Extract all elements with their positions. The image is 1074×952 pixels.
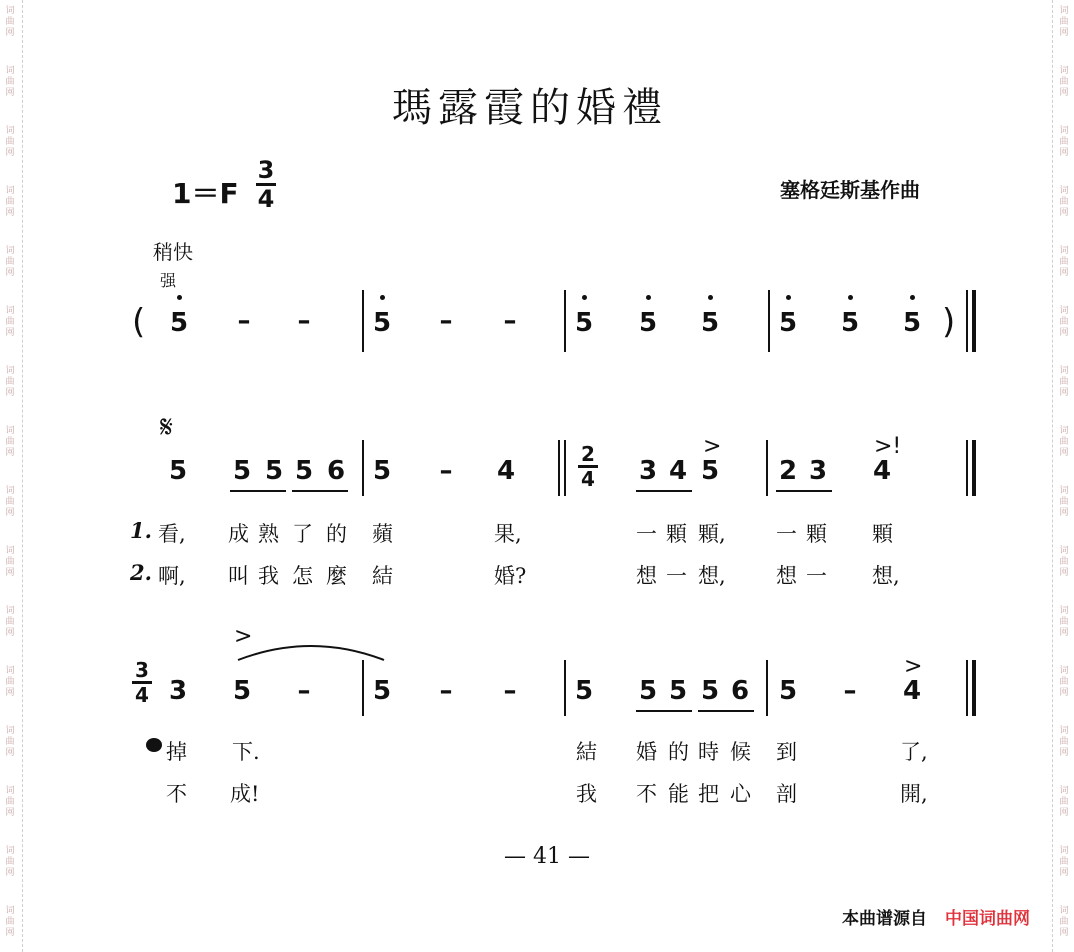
note: 5	[169, 308, 189, 338]
note: 5	[700, 676, 720, 706]
final-bar-thin	[966, 440, 968, 496]
note: 5	[778, 308, 798, 338]
watermark-text: 词 曲 网	[5, 906, 15, 938]
bar-line	[564, 660, 566, 716]
dash: –	[439, 676, 453, 706]
high-octave-dot	[708, 295, 713, 300]
watermark-text: 词 曲 网	[5, 546, 15, 578]
source-attribution	[842, 904, 1030, 929]
note: 5	[638, 676, 658, 706]
eighth-beam	[776, 490, 832, 492]
dash: –	[439, 456, 453, 486]
verse-number: 1.	[130, 518, 152, 543]
lyric: 叫	[228, 564, 249, 588]
watermark-text: 词 曲 网	[1059, 906, 1069, 938]
final-bar-thick	[972, 440, 976, 496]
page-number: — 41 —	[504, 844, 590, 869]
watermark-text: 词 曲 网	[5, 306, 15, 338]
note: 5	[372, 456, 392, 486]
note: 3	[168, 676, 188, 706]
lyric: 麼	[326, 564, 347, 588]
final-bar-thin	[966, 660, 968, 716]
lyric: 我	[258, 564, 279, 588]
intro-open-paren: (	[132, 302, 146, 342]
lyric: 結	[576, 740, 597, 764]
watermark-text: 词 曲 网	[5, 846, 15, 878]
eighth-beam	[636, 710, 692, 712]
watermark-text: 词 曲 网	[5, 366, 15, 398]
lyric: 想,	[698, 564, 726, 588]
lyric: 一	[636, 522, 657, 546]
dash: –	[297, 676, 311, 706]
eighth-beam	[636, 490, 692, 492]
lyric: 想	[776, 564, 797, 588]
watermark-text: 词 曲 网	[5, 6, 15, 38]
bar-line	[362, 440, 364, 496]
lyric: 到	[776, 740, 797, 764]
lyric: 看,	[158, 522, 186, 546]
watermark-text: 词 曲 网	[5, 606, 15, 638]
lyric: 熟	[258, 522, 279, 546]
lyric: 顆	[872, 522, 893, 546]
note: 5	[574, 676, 594, 706]
note: 6	[730, 676, 750, 706]
note: 3	[808, 456, 828, 486]
high-octave-dot	[848, 295, 853, 300]
watermark-text: 词 曲 网	[1059, 246, 1069, 278]
lyric: 結	[372, 564, 393, 588]
watermark-text: 词 曲 网	[1059, 6, 1069, 38]
source-site-link[interactable]: 中国词曲网	[945, 909, 1030, 929]
watermark-text: 词 曲 网	[1059, 186, 1069, 218]
final-bar-thick	[972, 290, 976, 352]
watermark-text: 词 曲 网	[5, 426, 15, 458]
lyric: 啊,	[158, 564, 186, 588]
dash: –	[237, 306, 251, 336]
eighth-beam	[698, 710, 754, 712]
bar-line	[766, 440, 768, 496]
time-signature-top: 3	[257, 156, 275, 184]
lyric: 蘋	[372, 522, 393, 546]
note: 2	[778, 456, 798, 486]
bar-line	[564, 440, 566, 496]
bar-line	[362, 290, 364, 352]
lyric: 怎	[292, 564, 313, 588]
watermark-text: 词 曲 网	[1059, 366, 1069, 398]
lyric: 的	[326, 522, 347, 546]
lyric: 了,	[900, 740, 928, 764]
watermark-text: 词 曲 网	[1059, 546, 1069, 578]
lyric: 婚	[636, 740, 657, 764]
intro-close-paren: )	[942, 302, 956, 342]
watermark-text: 词 曲 网	[5, 246, 15, 278]
lyric: 的	[668, 740, 689, 764]
watermark-text: 词 曲 网	[5, 66, 15, 98]
note: 4	[872, 456, 892, 486]
watermark-text: 词 曲 网	[1059, 66, 1069, 98]
lyric: 一	[806, 564, 827, 588]
high-octave-dot	[786, 295, 791, 300]
lyric: 候	[730, 740, 751, 764]
high-octave-dot	[646, 295, 651, 300]
time-signature-bottom: 4	[257, 185, 275, 213]
lyric: 顆	[666, 522, 687, 546]
note: 4	[902, 676, 922, 706]
bar-line	[766, 660, 768, 716]
lyric: 時	[698, 740, 719, 764]
eighth-beam	[292, 490, 348, 492]
note: 6	[326, 456, 346, 486]
lyric: 婚?	[494, 564, 527, 588]
watermark-text: 词 曲 网	[1059, 486, 1069, 518]
bar-line	[362, 660, 364, 716]
time-change-3-4	[132, 660, 152, 705]
note: 5	[372, 308, 392, 338]
lyric: 顆,	[698, 522, 726, 546]
lyric: 開,	[900, 782, 928, 806]
accent-mark: >	[703, 434, 722, 459]
watermark-text: 词 曲 网	[5, 486, 15, 518]
note: 5	[264, 456, 284, 486]
dash: –	[503, 676, 517, 706]
ink-blot	[146, 738, 162, 752]
lyric: 能	[668, 782, 689, 806]
lyric: 把	[698, 782, 719, 806]
lyric: 剖	[776, 782, 797, 806]
note: 5	[778, 676, 798, 706]
note: 5	[840, 308, 860, 338]
lyric: 下.	[232, 740, 260, 764]
note: 5	[294, 456, 314, 486]
song-title: 瑪露霞的婚禮	[392, 85, 668, 131]
composer-credit: 塞格廷斯基作曲	[780, 178, 920, 202]
dash: –	[843, 676, 857, 706]
note: 3	[638, 456, 658, 486]
accent-mark: >	[234, 624, 253, 649]
time-signature	[256, 158, 276, 211]
bar-line	[768, 290, 770, 352]
dash: –	[297, 306, 311, 336]
high-octave-dot	[582, 295, 587, 300]
time-change-bottom: 4	[135, 683, 149, 707]
final-bar-thin	[966, 290, 968, 352]
watermark-text: 词 曲 网	[5, 726, 15, 758]
time-change-top: 2	[581, 442, 595, 466]
bar-line	[564, 290, 566, 352]
lyric: 掉	[166, 740, 187, 764]
note: 5	[638, 308, 658, 338]
watermark-text: 词 曲 网	[1059, 786, 1069, 818]
time-change-top: 3	[135, 658, 149, 682]
watermark-text: 词 曲 网	[1059, 126, 1069, 158]
final-bar-thick	[972, 660, 976, 716]
note: 4	[668, 456, 688, 486]
segno-sign: 𝄋	[160, 410, 173, 445]
watermark-text: 词 曲 网	[1059, 606, 1069, 638]
high-octave-dot	[177, 295, 182, 300]
high-octave-dot	[910, 295, 915, 300]
watermark-text: 词 曲 网	[1059, 726, 1069, 758]
verse-number: 2.	[130, 560, 152, 585]
watermark-text: 词 曲 网	[1059, 846, 1069, 878]
note: 5	[372, 676, 392, 706]
lyric: 想	[636, 564, 657, 588]
note: 5	[232, 456, 252, 486]
note: 5	[700, 456, 720, 486]
watermark-text: 词 曲 网	[5, 786, 15, 818]
note: 5	[168, 456, 188, 486]
lyric: 不	[636, 782, 657, 806]
lyric: 果,	[494, 522, 522, 546]
note: 5	[232, 676, 252, 706]
note: 5	[574, 308, 594, 338]
lyric: 我	[576, 782, 597, 806]
dash: –	[439, 306, 453, 336]
lyric: 想,	[872, 564, 900, 588]
lyric: 不	[166, 782, 187, 806]
watermark-text: 词 曲 网	[5, 186, 15, 218]
watermark-text: 词 曲 网	[1059, 666, 1069, 698]
key-signature: 1＝F	[172, 177, 239, 210]
lyric: 顆	[806, 522, 827, 546]
lyric: 心	[730, 782, 751, 806]
note: 5	[700, 308, 720, 338]
watermark-text: 词 曲 网	[5, 666, 15, 698]
lyric: 成	[228, 522, 249, 546]
note: 5	[902, 308, 922, 338]
source-label: 本曲谱源自	[842, 909, 927, 929]
note: 5	[668, 676, 688, 706]
watermark-text: 词 曲 网	[1059, 306, 1069, 338]
lyric: 成!	[230, 782, 260, 806]
lyric: 一	[666, 564, 687, 588]
lyric: 一	[776, 522, 797, 546]
accent-mark: >	[904, 654, 923, 679]
bar-line	[558, 440, 560, 496]
time-change-bottom: 4	[581, 467, 595, 491]
eighth-beam	[230, 490, 286, 492]
watermark-text: 词 曲 网	[1059, 426, 1069, 458]
watermark-text: 词 曲 网	[5, 126, 15, 158]
accent-mark: >!	[874, 434, 902, 459]
lyric: 了	[292, 522, 313, 546]
dynamic-marking: 强	[160, 271, 177, 290]
dash: –	[503, 306, 517, 336]
high-octave-dot	[380, 295, 385, 300]
tempo-marking: 稍快	[153, 240, 193, 264]
time-change-2-4	[578, 444, 598, 489]
note: 4	[496, 456, 516, 486]
